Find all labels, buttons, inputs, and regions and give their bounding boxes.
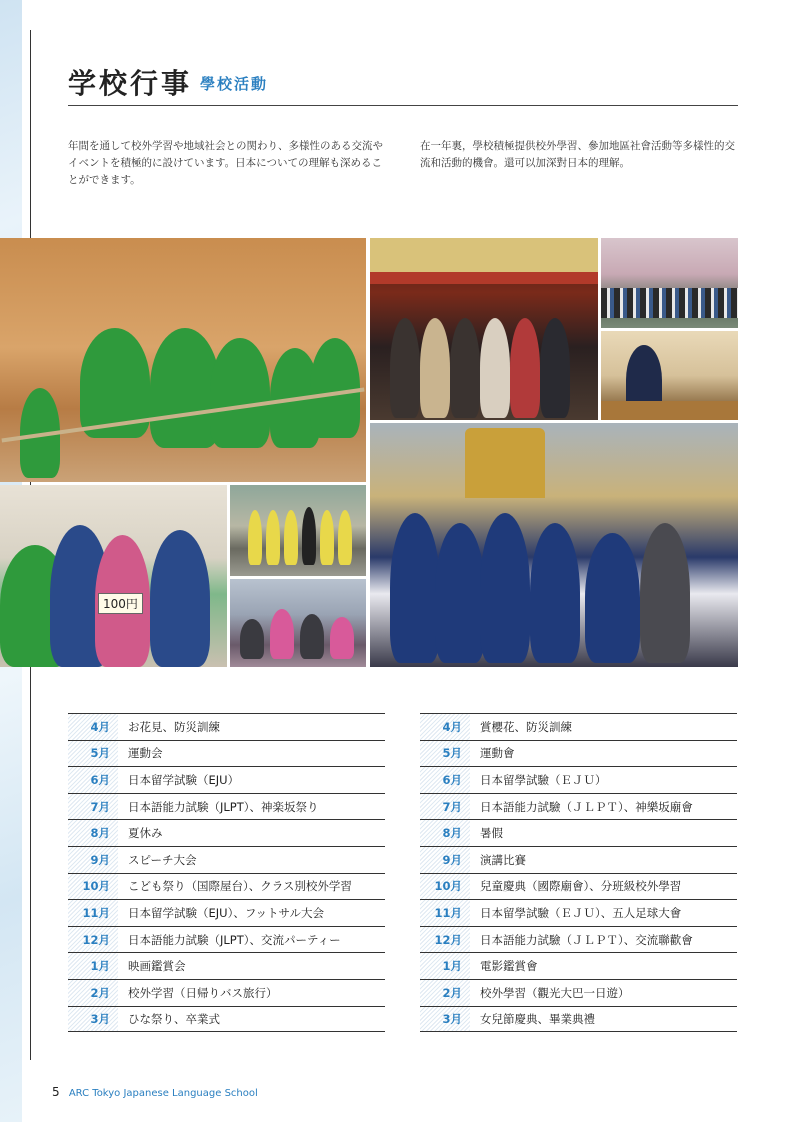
schedule-row xyxy=(68,926,385,953)
schedule-row xyxy=(68,899,385,926)
schedule-month: 3月 xyxy=(420,1007,470,1032)
schedule-month: 4月 xyxy=(68,714,118,740)
photo-speech xyxy=(601,331,738,420)
schedule-month: 9月 xyxy=(68,847,118,873)
schedule-row xyxy=(68,793,385,820)
photo-kabuki-theater xyxy=(370,238,598,420)
schedule-row xyxy=(420,766,737,793)
photo-tug-of-war xyxy=(0,238,366,482)
schedule-month: 10月 xyxy=(420,874,470,900)
schedule-event: 映画鑑賞会 xyxy=(128,959,186,974)
schedule-event: 兒童慶典（國際廟會）、分班級校外學習 xyxy=(480,879,682,894)
schedule-row xyxy=(420,873,737,900)
schedule-event: 日本留學試驗（ＥＪＵ）、五人足球大會 xyxy=(480,905,682,920)
schedule-row xyxy=(68,766,385,793)
schedule-month: 11月 xyxy=(68,900,118,926)
schedule-event: 日本語能力試驗（ＪＬＰＴ）、神樂坂廟會 xyxy=(480,799,693,814)
photo-school-festival xyxy=(0,485,227,667)
schedule-month: 12月 xyxy=(420,927,470,953)
schedule-event: 日本留學試驗（ＥＪＵ） xyxy=(480,772,607,787)
schedule-row xyxy=(68,952,385,979)
schedule-row xyxy=(68,740,385,767)
photo-cherry-blossom xyxy=(601,238,738,328)
schedule-event: ひな祭り、卒業式 xyxy=(128,1011,220,1026)
schedule-month: 2月 xyxy=(420,980,470,1006)
schedule-month: 5月 xyxy=(420,741,470,767)
schedule-event: 日本留学試験（EJU）、フットサル大会 xyxy=(128,905,324,920)
footer xyxy=(52,1085,258,1099)
page-subtitle: 學校活動 xyxy=(200,75,269,93)
schedule-row xyxy=(68,819,385,846)
schedule-event: こども祭り（国際屋台）、クラス別校外学習 xyxy=(128,879,352,894)
page-title: 学校行事 xyxy=(68,67,193,100)
schedule-month: 4月 xyxy=(420,714,470,740)
schedule-month: 6月 xyxy=(68,767,118,793)
schedule-month: 11月 xyxy=(420,900,470,926)
schedule-month: 9月 xyxy=(420,847,470,873)
schedule-event: 電影鑑賞會 xyxy=(480,959,538,974)
schedule-event: 運動会 xyxy=(128,746,163,761)
schedule-table-chinese xyxy=(420,713,737,1032)
schedule-row xyxy=(420,979,737,1006)
schedule-table-japanese xyxy=(68,713,385,1032)
intro-japanese: 年間を通して校外学習や地域社会との関わり、多様性のある交流やイベントを積極的に設けています。日本についての理解も深めることができます。 xyxy=(68,140,383,186)
school-name: ARC Tokyo Japanese Language School xyxy=(68,1088,258,1099)
schedule-month: 8月 xyxy=(68,820,118,846)
schedule-month: 3月 xyxy=(68,1007,118,1032)
photo-kagurazaka-festival xyxy=(370,423,738,667)
schedule-row xyxy=(68,873,385,900)
schedule-event: 賞櫻花、防災訓練 xyxy=(480,719,572,734)
schedule-month: 10月 xyxy=(68,874,118,900)
schedule-row xyxy=(420,1006,737,1033)
schedule-row xyxy=(420,952,737,979)
schedule-month: 6月 xyxy=(420,767,470,793)
schedule-event: 日本語能力試験（JLPT）、神楽坂祭り xyxy=(128,799,319,814)
schedule-month: 1月 xyxy=(68,953,118,979)
photo-futsal xyxy=(230,485,366,576)
intro-chinese: 在一年裏，學校積極提供校外學習、參加地區社會活動等多樣性的交流和活動的機會。還可以加深對日本的理解。 xyxy=(420,140,735,169)
schedule-event: お花見、防災訓練 xyxy=(128,719,220,734)
schedule-row xyxy=(420,740,737,767)
price-tag: 100円 xyxy=(98,593,143,614)
schedule-month: 1月 xyxy=(420,953,470,979)
schedule-row xyxy=(68,713,385,740)
schedule-event: スピーチ大会 xyxy=(128,852,197,867)
schedule-row xyxy=(420,713,737,740)
schedule-month: 12月 xyxy=(68,927,118,953)
schedule-event: 運動會 xyxy=(480,746,515,761)
schedule-event: 日本語能力試験（JLPT）、交流パーティー xyxy=(128,932,341,947)
schedule-month: 5月 xyxy=(68,741,118,767)
schedule-row xyxy=(420,846,737,873)
schedule-row xyxy=(420,899,737,926)
schedule-event: 日本語能力試驗（ＪＬＰＴ）、交流聯歡會 xyxy=(480,932,693,947)
schedule-month: 7月 xyxy=(420,794,470,820)
schedule-event: 校外学習（日帰りバス旅行） xyxy=(128,985,278,1000)
schedule-event: 暑假 xyxy=(480,826,503,841)
schedule-month: 8月 xyxy=(420,820,470,846)
schedule-month: 7月 xyxy=(68,794,118,820)
photo-bus-trip xyxy=(230,579,366,667)
schedule-row xyxy=(420,819,737,846)
schedule-row xyxy=(420,926,737,953)
schedule-event: 女兒節慶典、畢業典禮 xyxy=(480,1011,595,1026)
page-number: 5 xyxy=(52,1085,60,1099)
schedule-event: 日本留学試験（EJU） xyxy=(128,772,240,787)
schedule-row xyxy=(68,979,385,1006)
schedule-event: 演講比賽 xyxy=(480,852,526,867)
schedule-event: 夏休み xyxy=(128,826,163,841)
schedule-row xyxy=(68,846,385,873)
schedule-row xyxy=(420,793,737,820)
schedule-row xyxy=(68,1006,385,1033)
schedule-event: 校外學習（觀光大巴一日遊） xyxy=(480,985,630,1000)
schedule-month: 2月 xyxy=(68,980,118,1006)
title-divider xyxy=(68,105,738,106)
